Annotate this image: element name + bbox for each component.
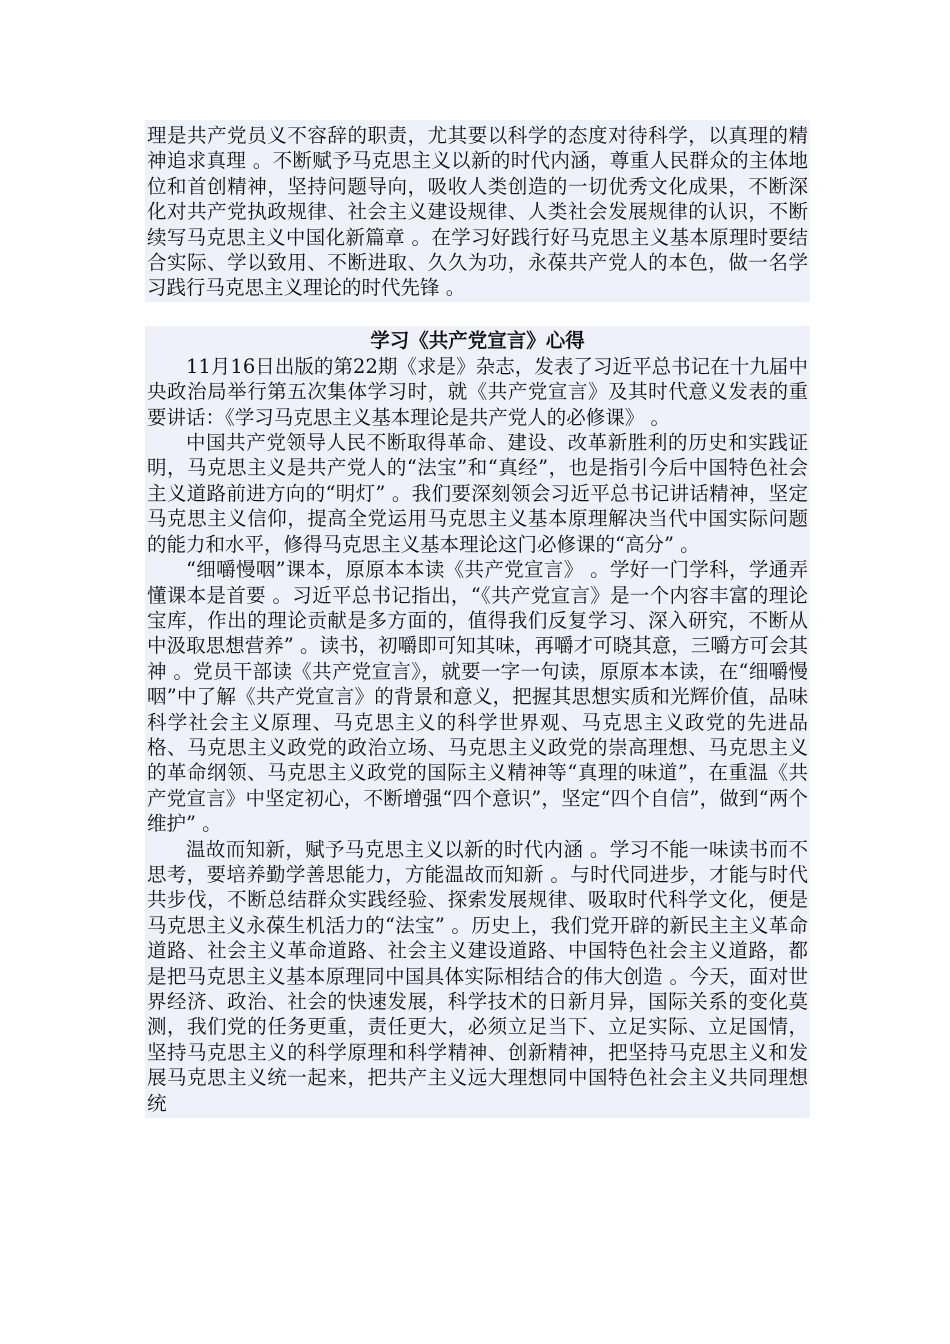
- article-paragraph-2: 中国共产党领导人民不断取得革命、建设、改革新胜利的历史和实践证明，马克思主义是共产党人的“法宝”和“真经”，也是指引今后中国特色社会主义道路前进方向的“明灯” 。我们要深刻领会习近平总书记讲话精神，坚定马克思主义信仰，提高全党运用马克思主义基本原理解决当代中国实际问题的能力和水平，修得马克思主义基本理论这门必修课的“高分” 。: [147, 431, 808, 556]
- article-paragraph-3: “细嚼慢咽”课本，原原本本读《共产党宣言》 。学好一门学科，学通弄懂课本是首要 。习近平总书记指出，“《共产党宣言》是一个内容丰富的理论宝库，作出的理论贡献是多方面的，值得我们反复学习、深入研究，不断从中汲取思想营养” 。读书，初嚼即可知其味，再嚼才可晓其意，三嚼方可会其神 。党员干部读《共产党宣言》，就要一字一句读，原原本本读，在“细嚼慢咽”中了解《共产党宣言》的背景和意义，把握其思想实质和光辉价值，品味科学社会主义原理、马克思主义的科学世界观、马克思主义政党的先进品格、马克思主义政党的政治立场、马克思主义政党的崇高理想、马克思主义的革命纲领、马克思主义政党的国际主义精神等“真理的味道”，在重温《共产党宣言》中坚定初心，不断增强“四个意识”，坚定“四个自信”，做到“两个维护” 。: [147, 558, 808, 836]
- document-page: [145, 120, 810, 1118]
- continuation-block: [145, 120, 810, 302]
- article-title: 学习《共产党宣言》心得: [370, 328, 585, 352]
- article-block: [145, 326, 810, 1118]
- article-paragraph-4: 温故而知新，赋予马克思主义以新的时代内涵 。学习不能一味读书而不思考，要培养勤学善思能力，方能温故而知新 。与时代同进步，才能与时代共步伐，不断总结群众实践经验、探索发展规律、吸取时代科学文化，便是马克思主义永葆生机活力的“法宝” 。历史上，我们党开辟的新民主主义革命道路、社会主义革命道路、社会主义建设道路、中国特色社会主义道路，都是把马克思主义基本原理同中国具体实际相结合的伟大创造 。今天，面对世界经济、政治、社会的快速发展，科学技术的日新月异，国际关系的变化莫测，我们党的任务更重，责任更大，必须立足当下、立足实际、立足国情，坚持马克思主义的科学原理和科学精神、创新精神，把坚持马克思主义和发展马克思主义统一起来，把共产主义远大理想同中国特色社会主义共同理想统: [147, 837, 808, 1115]
- continuation-paragraph: 理是共产党员义不容辞的职责，尤其要以科学的态度对待科学，以真理的精神追求真理 。不断赋予马克思主义以新的时代内涵，尊重人民群众的主体地位和首创精神，坚持问题导向，吸收人类创造的一切优秀文化成果，不断深化对共产党执政规律、社会主义建设规律、人类社会发展规律的认识，不断续写马克思主义中国化新篇章 。在学习好践行好马克思主义基本原理时要结合实际、学以致用、不断进取、久久为功，永葆共产党人的本色，做一名学习践行马克思主义理论的时代先锋 。: [147, 124, 808, 300]
- article-paragraph-1: 11月16日出版的第22期《求是》杂志，发表了习近平总书记在十九届中央政治局举行第五次集体学习时，就《共产党宣言》及其时代意义发表的重要讲话：《学习马克思主义基本理论是共产党人的必修课》 。: [147, 354, 808, 429]
